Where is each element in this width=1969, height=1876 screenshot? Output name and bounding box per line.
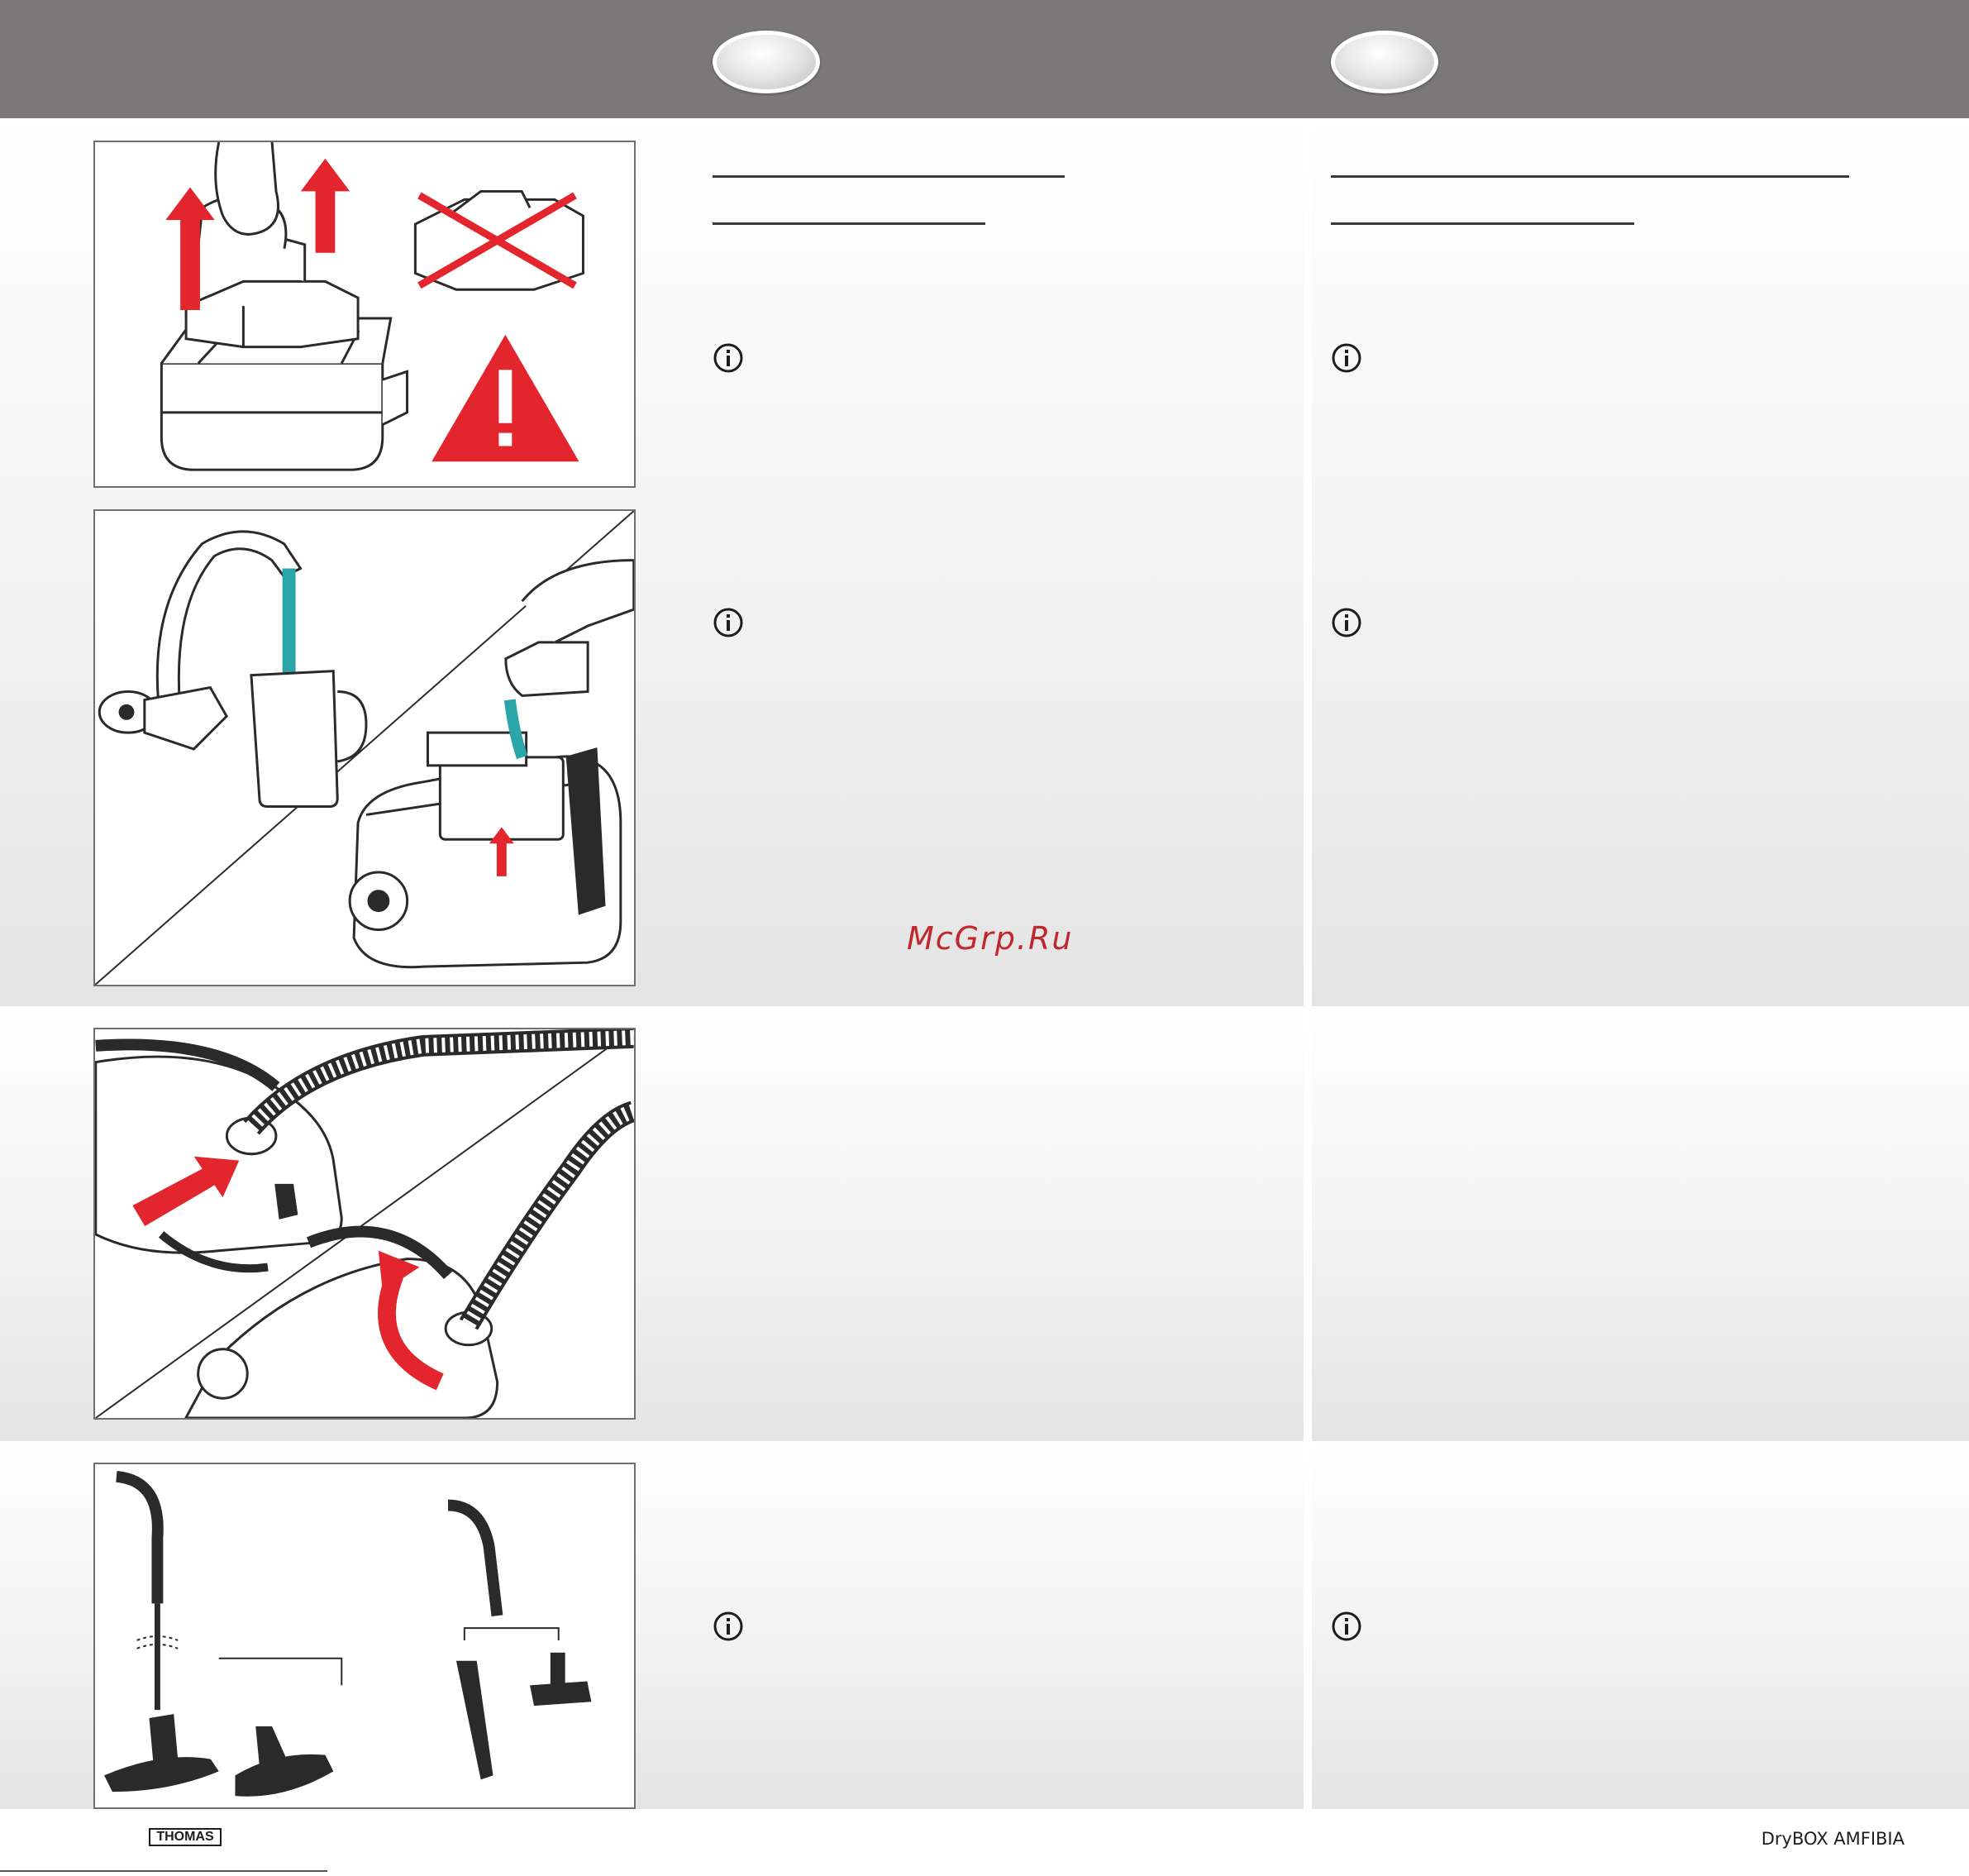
- attach-hose-illustration: [95, 1029, 634, 1418]
- pouring-jug-icon: [506, 561, 634, 696]
- upholstery-nozzle-icon: [530, 1653, 591, 1706]
- info-icon: [713, 342, 744, 374]
- vacuum-body-icon: [186, 1232, 498, 1418]
- subheading-rule: [1331, 222, 1634, 225]
- figure-water-filter-removal: [93, 141, 636, 488]
- band-divider: [0, 1006, 1969, 1010]
- figure-attach-hose: [93, 1028, 636, 1420]
- band-divider: [0, 1441, 1969, 1444]
- watermark: McGrp.Ru: [907, 920, 1074, 957]
- handle-icon: [448, 1506, 497, 1616]
- warning-triangle-icon: [431, 335, 579, 462]
- info-icon: [1331, 607, 1362, 638]
- language-badge-right: [1331, 31, 1438, 93]
- jug-icon: [251, 671, 366, 807]
- figure-fill-water-container: [93, 509, 636, 986]
- figure-accessories: [93, 1463, 636, 1809]
- crossed-out-filter-icon: [415, 191, 583, 289]
- info-icon: [1331, 1611, 1362, 1642]
- footer-line: [0, 1870, 327, 1872]
- vacuum-icon: [350, 733, 621, 967]
- brand-logo: THOMAS: [149, 1828, 222, 1846]
- floor-nozzle-icon: [104, 1714, 333, 1797]
- info-icon: [713, 1611, 744, 1642]
- info-icon: [1331, 342, 1362, 374]
- header-bar: [0, 0, 1969, 118]
- fill-water-illustration: [95, 511, 634, 985]
- crevice-nozzle-icon: [456, 1661, 493, 1780]
- column-gutter: [1304, 118, 1312, 1809]
- model-name: DryBOX AMFIBIA: [1761, 1829, 1905, 1849]
- info-icon: [713, 607, 744, 638]
- hose-icon: [469, 1111, 633, 1325]
- language-badge-left: [713, 31, 820, 93]
- bracket-line: [219, 1659, 342, 1686]
- bracket-line: [465, 1628, 559, 1640]
- subheading-rule: [713, 222, 985, 225]
- hand-icon: [216, 142, 279, 234]
- handle-icon: [117, 1477, 178, 1710]
- filter-removal-illustration: [95, 142, 634, 486]
- accessories-illustration: [95, 1464, 634, 1807]
- heading-rule: [713, 175, 1065, 178]
- heading-rule: [1331, 175, 1849, 178]
